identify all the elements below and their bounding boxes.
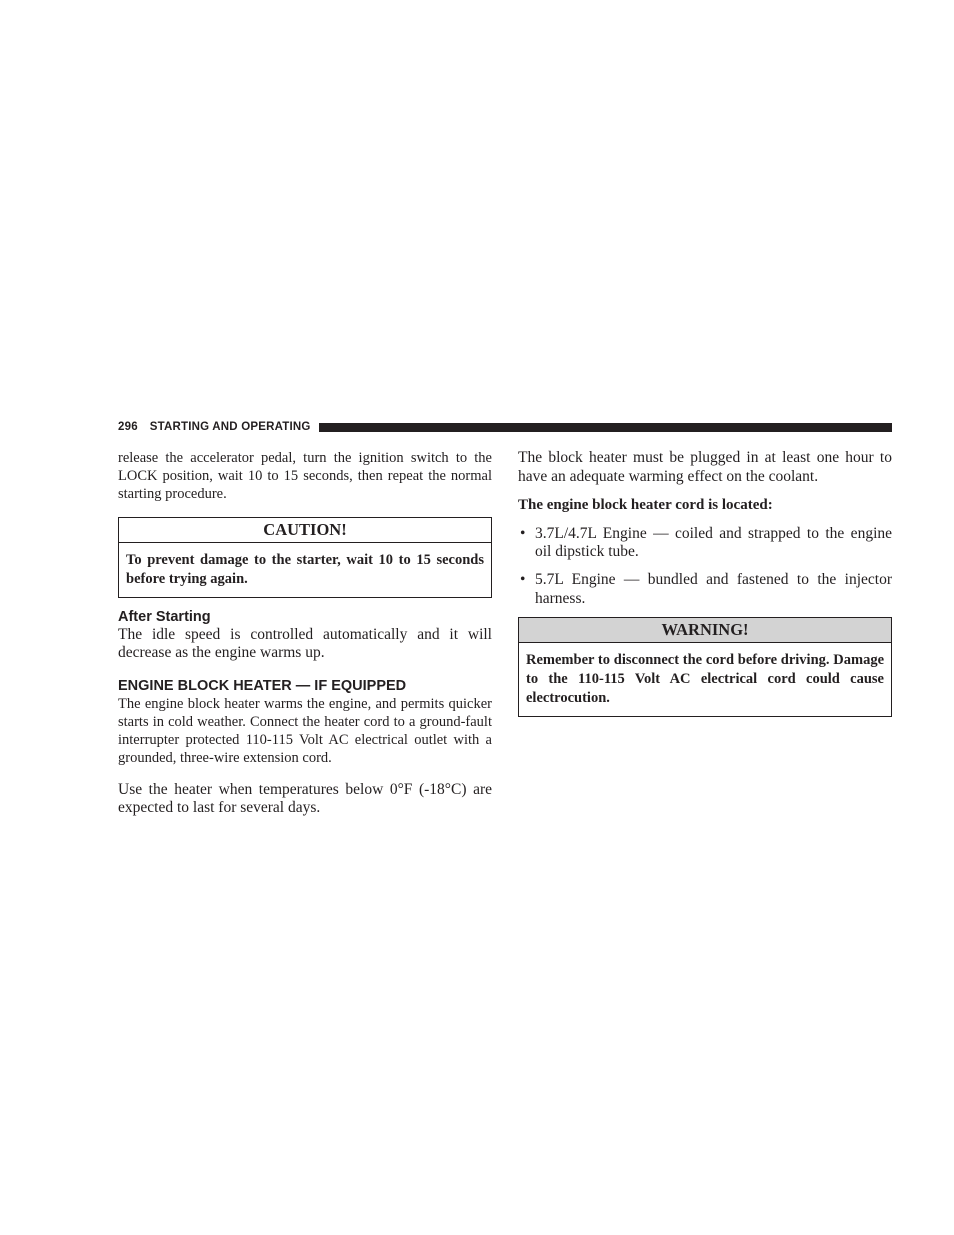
engine-block-heater-paragraph-2: Use the heater when temperatures below 0°F (-18°C) are expected to last for several days. <box>118 780 492 817</box>
after-starting-paragraph: The idle speed is controlled automatically and it will decrease as the engine warms up. <box>118 625 492 662</box>
page-number: 296 <box>118 421 138 433</box>
right-column <box>518 449 892 717</box>
warning-title: WARNING! <box>519 618 891 643</box>
warning-box <box>518 617 892 717</box>
engine-block-heater-paragraph-1: The engine block heater warms the engine, and permits quicker starts in cold weather. Connect the heater cord to a ground-fault interrupter protected 110-115 Volt AC electrical outlet with a grounded, three-wire extension cord. <box>118 695 492 767</box>
list-item-text: 5.7L Engine — bundled and fastened to the injector harness. <box>535 570 892 607</box>
section-title: STARTING AND OPERATING <box>149 421 311 433</box>
intro-paragraph: release the accelerator pedal, turn the ignition switch to the LOCK position, wait 10 to 15 seconds, then repeat the normal starting procedure. <box>118 450 492 503</box>
bullet-glyph: • <box>520 524 526 542</box>
caution-box <box>118 517 492 598</box>
list-item <box>518 525 892 562</box>
block-heater-paragraph: The block heater must be plugged in at least one hour to have an adequate warming effect on the coolant. <box>518 449 892 485</box>
caution-title: CAUTION! <box>119 518 491 543</box>
warning-body: Remember to disconnect the cord before driving. Damage to the 110-115 Volt AC electrical cord could cause electrocution. <box>526 652 884 707</box>
caution-body: To prevent damage to the starter, wait 10 to 15 seconds before trying again. <box>126 551 484 587</box>
list-item <box>518 571 892 608</box>
cord-location-label: The engine block heater cord is located: <box>518 497 773 514</box>
cord-location-list <box>518 525 892 608</box>
left-column <box>118 449 492 818</box>
after-starting-heading: After Starting <box>118 608 211 625</box>
engine-block-heater-heading: ENGINE BLOCK HEATER — IF EQUIPPED <box>118 677 407 694</box>
list-item-text: 3.7L/4.7L Engine — coiled and strapped to the engine oil dipstick tube. <box>535 524 892 561</box>
page-header <box>118 419 892 435</box>
header-rule <box>319 423 892 432</box>
bullet-glyph: • <box>520 570 526 588</box>
